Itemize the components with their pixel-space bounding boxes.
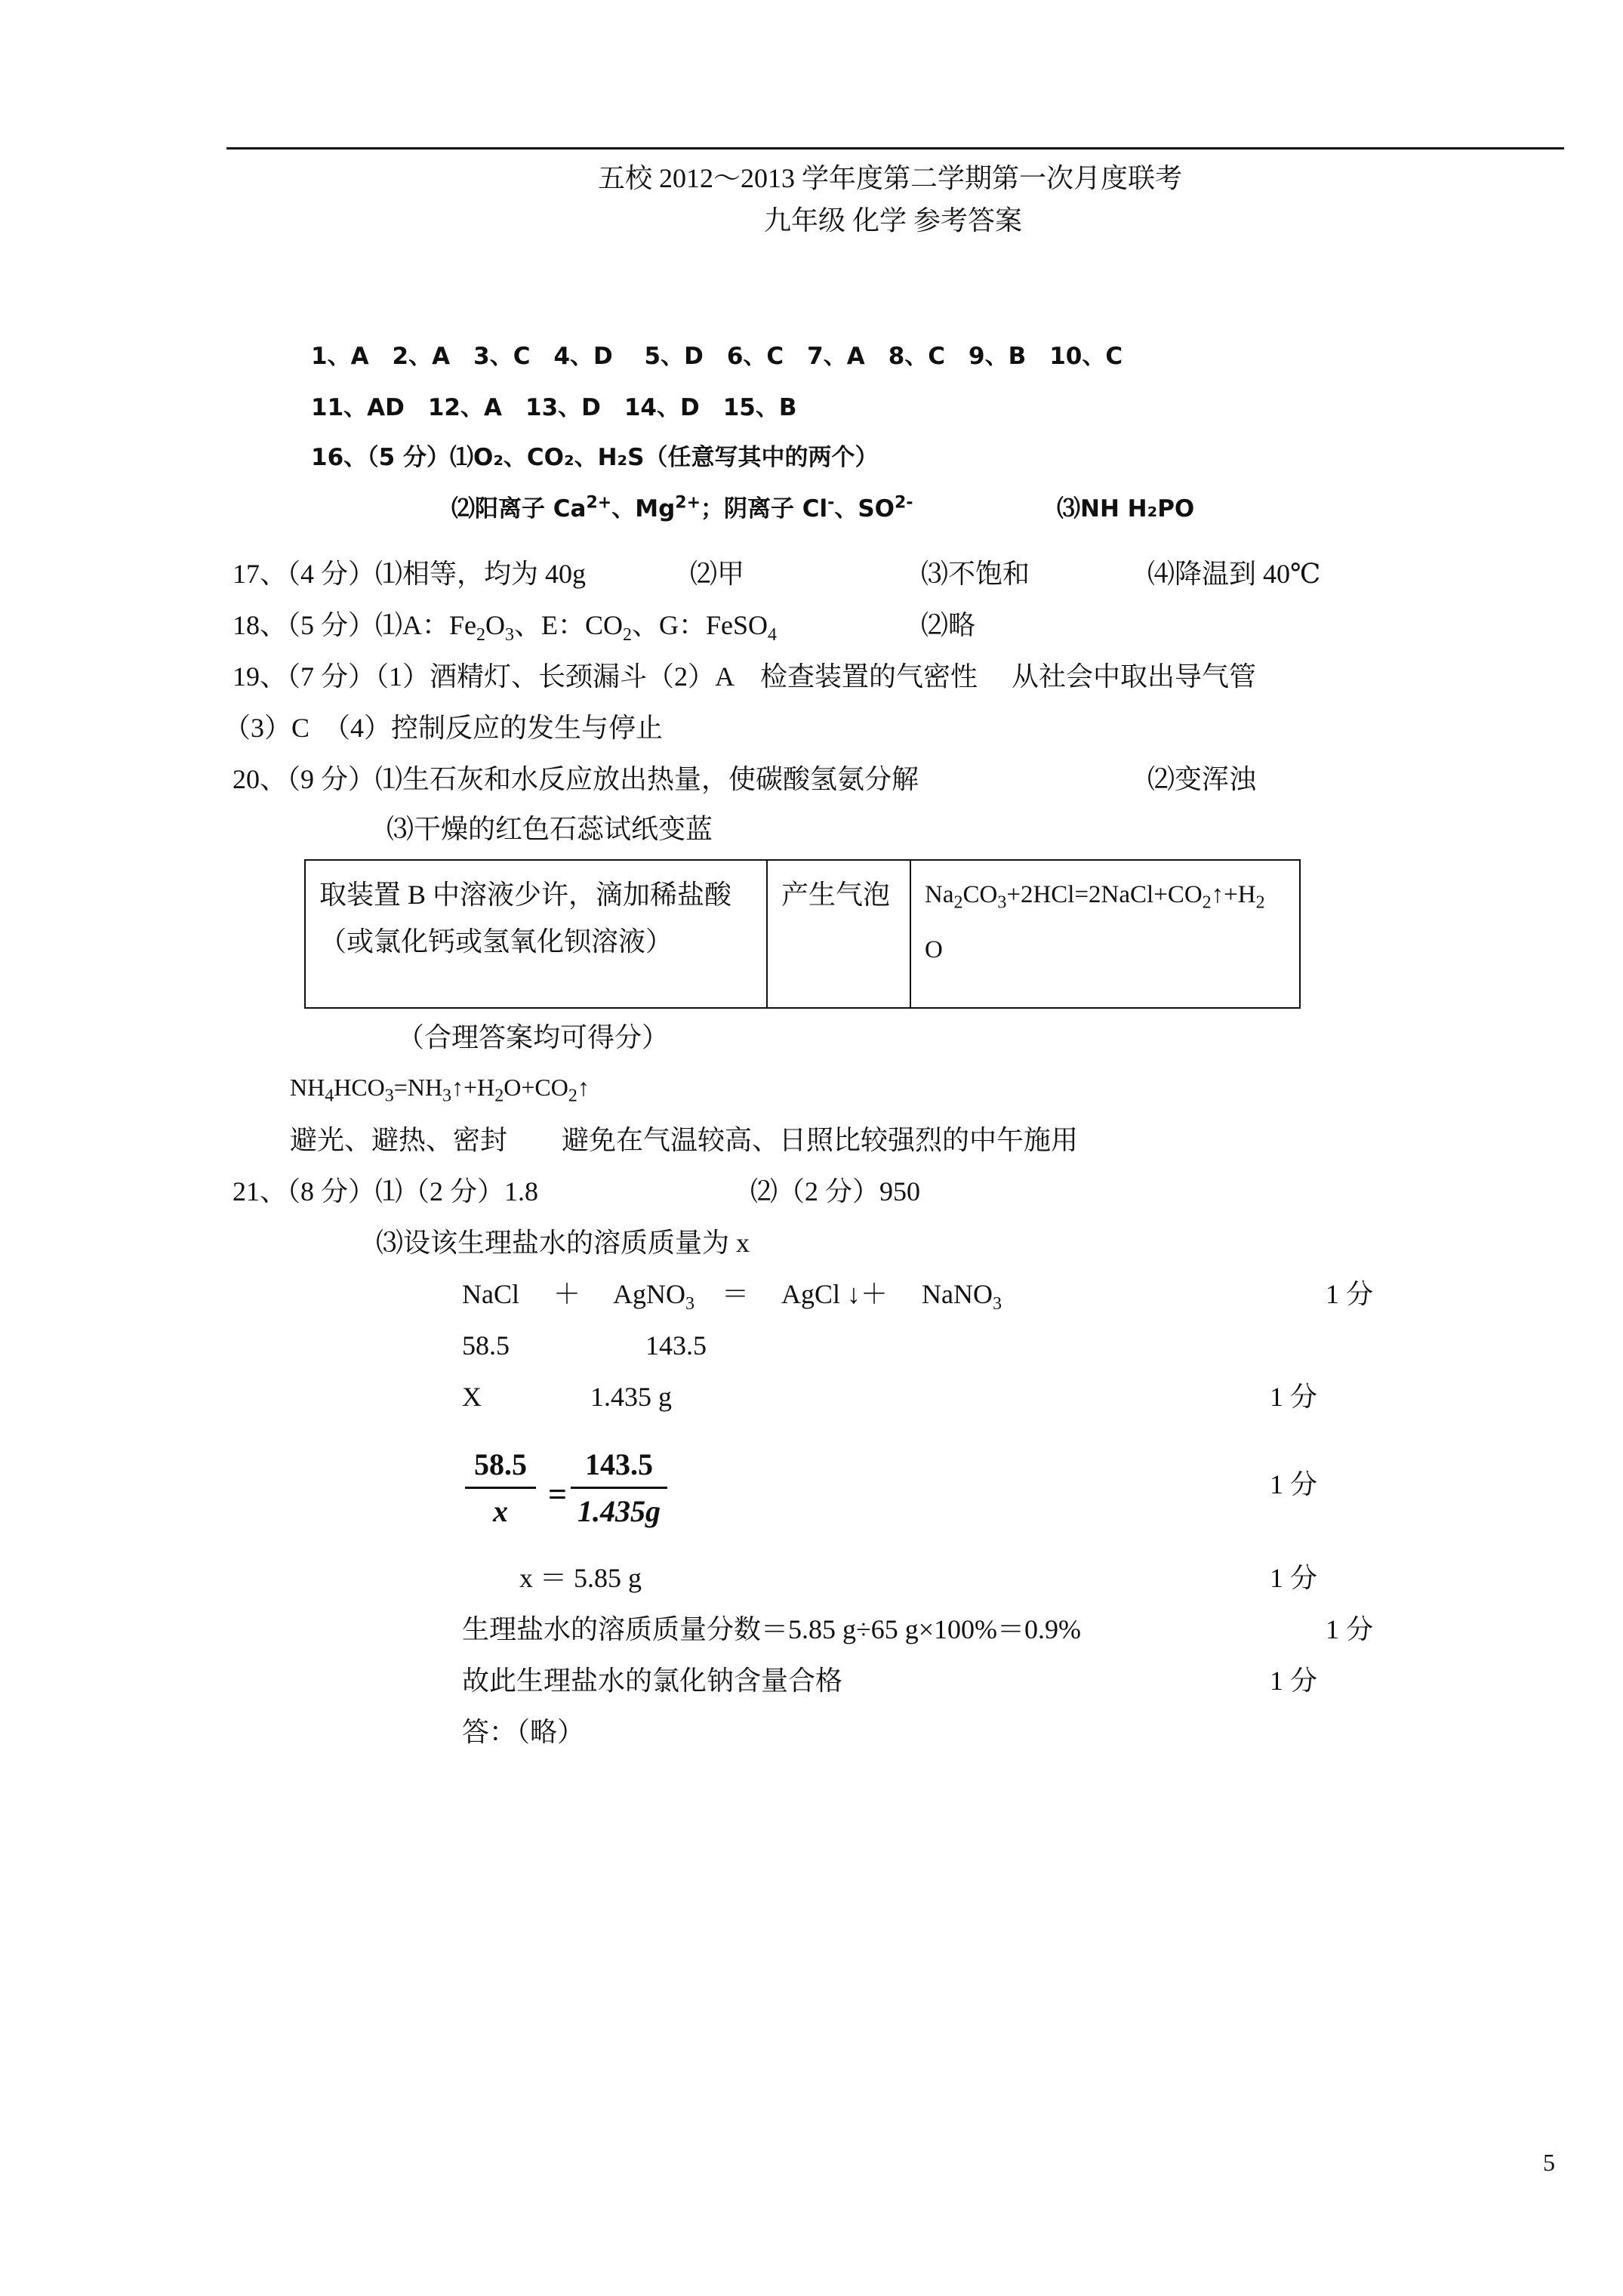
page-number: 5 [1543, 2149, 1555, 2176]
fraction-left [465, 1447, 536, 1529]
q21-part1: 21、（8 分）⑴（2 分）1.8 [233, 1176, 539, 1207]
mc-answers-row1: 1、A 2、A 3、C 4、D 5、D 6、C 7、A 8、C 9、B 10、C [311, 343, 1123, 370]
q16-mg-charge: 2+ [675, 493, 701, 513]
q17-part4: ⑷降温到 40℃ [1147, 559, 1321, 589]
q21-part2: ⑵（2 分）950 [750, 1176, 921, 1207]
eq-part: O [925, 935, 943, 963]
q17-part3: ⑶不饱和 [921, 559, 1030, 589]
q21-score-1: 1 分 [1326, 1279, 1374, 1309]
q16-part3: ⑶NH H₂PO [1057, 495, 1195, 522]
table-cell-operation: 取装置 B 中溶液少许，滴加稀盐酸（或氯化钙或氢氧化钡溶液） [305, 860, 767, 1008]
eq-part: NH [290, 1074, 325, 1101]
q21-masses: X 1.435 g [462, 1382, 672, 1412]
eq-part: ↑+H [451, 1074, 495, 1101]
eq-part: Na [925, 881, 954, 908]
eq-sub: 2 [494, 1086, 504, 1106]
eq-sub: 2 [1202, 892, 1212, 913]
q16-so-charge: 2- [895, 493, 913, 513]
table-cell-phenomenon: 产生气泡 [767, 860, 910, 1008]
q19-line2: （3）C （4）控制反应的发生与停止 [223, 713, 664, 743]
fraction-right [571, 1447, 667, 1529]
mc-answers-row2: 11、AD 12、A 13、D 14、D 15、B [311, 394, 797, 421]
q18-sub: 4 [768, 625, 778, 646]
eq-sub: 3 [993, 1294, 1002, 1314]
q19-line1: 19、（7 分）（1）酒精灯、长颈漏斗（2）A 检查装置的气密性 从社会中取出导气管 [233, 661, 1257, 692]
eq-sub: 3 [685, 1294, 694, 1314]
q18-sub: 2 [623, 625, 633, 646]
q17-part2: ⑵甲 [690, 559, 745, 589]
q21-solve: x ＝ 5.85 g [519, 1563, 642, 1593]
eq-part: +2HCl=2NaCl+CO [1006, 881, 1203, 908]
q18-part2: ⑵略 [921, 610, 976, 640]
q20-part2: ⑵变浑浊 [1147, 764, 1257, 794]
page-subtitle: 九年级 化学 参考答案 [764, 205, 1023, 236]
fraction-bar [465, 1487, 536, 1489]
eq-part: ＝ AgCl ↓＋ NaNO [722, 1279, 993, 1309]
q16-cl-charge: - [827, 493, 835, 513]
q21-mass-fraction: 生理盐水的溶质质量分数＝5.85 g÷65 g×100%＝0.9% [462, 1614, 1082, 1644]
header-rule [226, 147, 1564, 149]
q20-decomposition-equation [290, 1075, 590, 1105]
q18-g: 、G：FeSO [632, 610, 768, 640]
eq-sub: 3 [384, 1086, 394, 1106]
eq-sub: 4 [325, 1086, 334, 1106]
eq-sub: 2 [953, 892, 963, 913]
eq-sub: 2 [1255, 892, 1265, 913]
q18-sub: 2 [476, 625, 485, 646]
q21-score-5: 1 分 [1326, 1614, 1374, 1644]
q16-ca-charge: 2+ [586, 493, 612, 513]
q16-anion-so: 、SO [834, 495, 895, 522]
q21-score-6: 1 分 [1270, 1666, 1318, 1696]
eq-sub: 3 [997, 892, 1007, 913]
q20-answer-table [304, 859, 1301, 1009]
q21-conclusion: 故此生理盐水的氯化钠含量合格 [462, 1666, 843, 1696]
equals-sign: = [548, 1476, 568, 1513]
table-cell-equation [910, 860, 1300, 1008]
q21-score-2: 1 分 [1270, 1382, 1318, 1412]
q18-sub: 3 [505, 625, 514, 646]
fraction-right-numerator: 143.5 [585, 1447, 653, 1481]
q16-cation-ca: ⑵阳离子 Ca [451, 495, 587, 522]
q17-part1: 17、（4 分）⑴相等，均为 40g [233, 559, 587, 589]
q20-storage: 避光、避热、密封 避免在气温较高、日照比较强烈的中午施用 [290, 1125, 1079, 1155]
q21-reaction [462, 1281, 1002, 1313]
q16-line1: 16、（5 分）⑴O₂、CO₂、H₂S（任意写其中的两个） [311, 444, 879, 471]
page-title: 五校 2012～2013 学年度第二学期第一次月度联考 [598, 163, 1183, 193]
eq-part: O+CO [504, 1074, 568, 1101]
q18-e: 、E：CO [514, 610, 624, 640]
q16-anion-cl: ；阴离子 Cl [701, 495, 828, 522]
fraction-left-numerator: 58.5 [474, 1447, 527, 1481]
q20-line1: 20、（9 分）⑴生石灰和水反应放出热量，使碳酸氢氨分解 [233, 764, 919, 794]
q18-a: 18、（5 分）⑴A：Fe [233, 610, 476, 640]
fraction-bar [571, 1487, 667, 1489]
q18-part1 [233, 612, 777, 644]
q20-part3: ⑶干燥的红色石蕊试纸变蓝 [387, 814, 713, 844]
q21-score-4: 1 分 [1270, 1563, 1318, 1593]
q18-o: O [485, 610, 505, 640]
q16-line2 [451, 489, 913, 523]
eq-sub: 2 [568, 1086, 577, 1106]
eq-part: ↑ [577, 1074, 590, 1101]
q21-score-3: 1 分 [1270, 1469, 1318, 1499]
eq-part: NaCl ＋ AgNO [462, 1279, 685, 1309]
table-row [305, 860, 1300, 1008]
q21-answer: 答：（略） [462, 1717, 585, 1747]
fraction-right-denominator: 1.435g [577, 1494, 661, 1528]
fraction-left-denominator: x [493, 1494, 508, 1528]
q16-cation-mg: 、Mg [611, 495, 676, 522]
q21-molar-masses: 58.5 143.5 [462, 1330, 707, 1361]
eq-part: ↑+H [1211, 881, 1256, 908]
eq-part: =NH [393, 1074, 443, 1101]
q21-part3: ⑶设该生理盐水的溶质质量为 x [376, 1228, 750, 1258]
eq-sub: 3 [442, 1086, 452, 1106]
eq-part: HCO [334, 1074, 385, 1101]
eq-part: CO [962, 881, 998, 908]
q20-note: （合理答案均可得分） [397, 1022, 670, 1052]
